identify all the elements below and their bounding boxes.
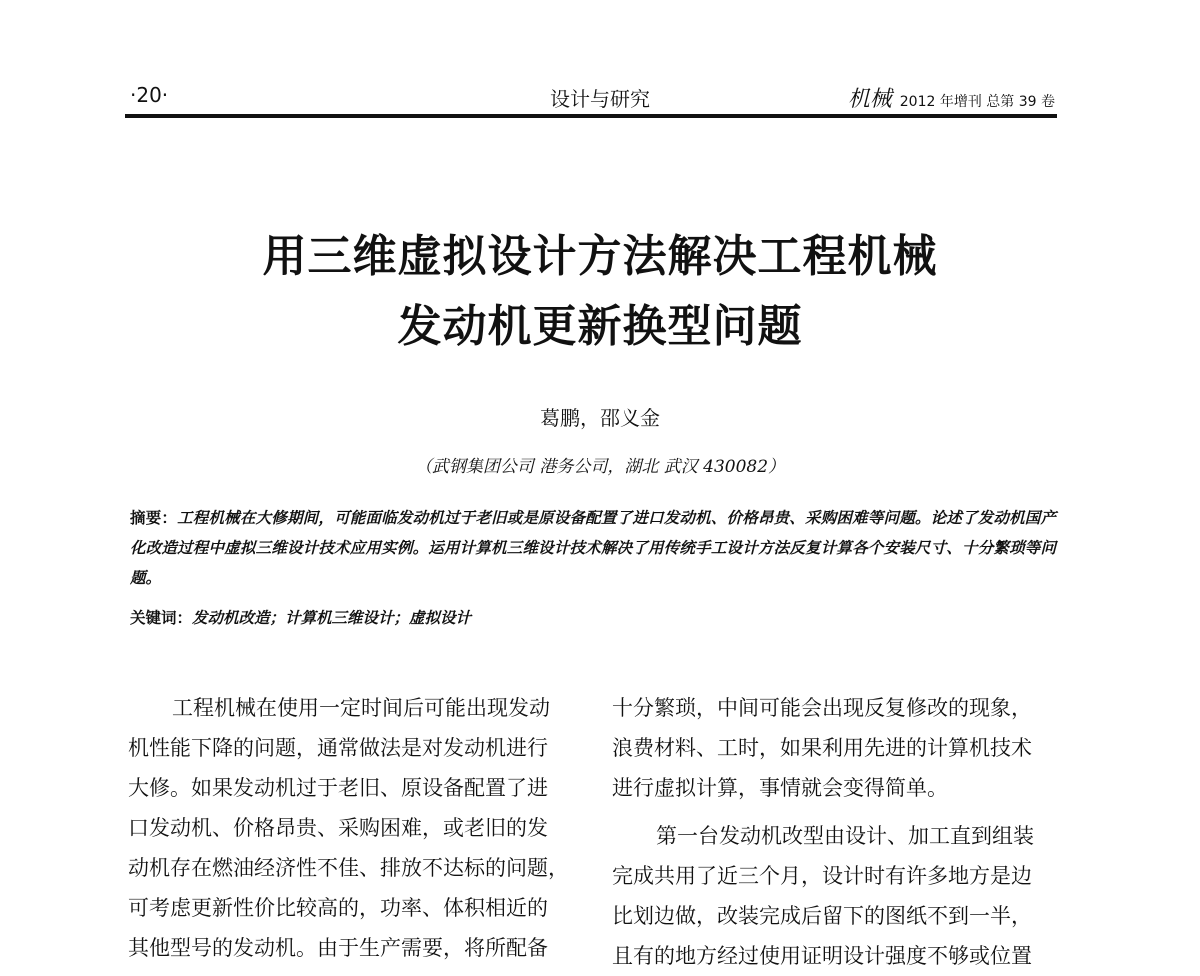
body-line: 进行虚拟计算，事情就会变得简单。: [612, 776, 948, 800]
paragraph-gap: [612, 808, 1058, 816]
abstract-label: 摘要：: [130, 509, 178, 527]
body-line: 动机存在燃油经济性不佳、排放不达标的问题，: [128, 856, 569, 880]
body-line: 大修。如果发动机过于老旧、原设备配置了进: [128, 776, 548, 800]
keywords: [130, 603, 1056, 633]
keywords-label: 关键词：: [130, 609, 193, 627]
affiliation: （武钢集团公司 港务公司，湖北 武汉 430082）: [414, 457, 786, 477]
body-line: 十分繁琐，中间可能会出现反复修改的现象，: [612, 696, 1032, 720]
section-title: 设计与研究: [550, 87, 650, 111]
page-number: ·20·: [130, 83, 169, 107]
journal-issue: 2012 年增刊 总第 39 卷: [899, 94, 1055, 110]
body-column-right: [612, 688, 1058, 976]
keywords-text: 发动机改造；计算机三维设计；虚拟设计: [192, 608, 472, 627]
header-rule: [125, 114, 1057, 118]
abstract: [130, 503, 1056, 593]
paper-title-line-1: 用三维虚拟设计方法解决工程机械: [262, 231, 938, 282]
body-line: 比划边做，改装完成后留下的图纸不到一半，: [612, 904, 1032, 928]
paper-title-line-2: 发动机更新换型问题: [397, 301, 803, 352]
authors: 葛鹏，邵义金: [540, 406, 660, 430]
body-line: 其他型号的发动机。由于生产需要，将所配备: [128, 936, 548, 960]
body-line: 口发动机、价格昂贵、采购困难，或老旧的发: [128, 816, 548, 840]
body-line: 可考虑更新性价比较高的，功率、体积相近的: [128, 896, 548, 920]
journal-info: [848, 82, 1055, 113]
body-line: 第一台发动机改型由设计、加工直到组装: [656, 824, 1034, 848]
body-line: 浪费材料、工时，如果利用先进的计算机技术: [612, 736, 1032, 760]
body-column-left: [128, 688, 574, 968]
journal-name: 机械: [847, 87, 892, 112]
abstract-text: 工程机械在大修期间，可能面临发动机过于老旧或是原设备配置了进口发动机、价格昂贵、采购困难等问题。论述了发动机国产化改造过程中虚拟三维设计技术应用实例。运用计算机三维设计技术解决了用传统手工设计方法反复计算各个安装尺寸、十分繁琐等问题。: [130, 508, 1056, 587]
body-line: 且有的地方经过使用证明设计强度不够或位置: [612, 944, 1032, 968]
body-line: 完成共用了近三个月，设计时有许多地方是边: [612, 864, 1032, 888]
body-line: 机性能下降的问题，通常做法是对发动机进行: [128, 736, 548, 760]
body-line: 工程机械在使用一定时间后可能出现发动: [172, 696, 550, 720]
